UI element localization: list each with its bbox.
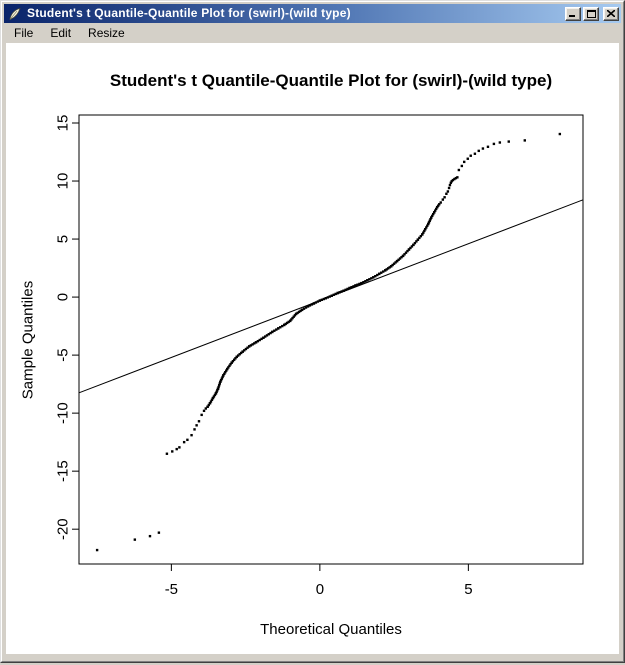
close-icon xyxy=(607,10,615,17)
svg-text:-15: -15 xyxy=(54,460,72,483)
window-frame xyxy=(1,1,624,662)
minimize-button[interactable] xyxy=(565,7,581,21)
maximize-button[interactable] xyxy=(583,7,599,21)
svg-text:5: 5 xyxy=(464,581,473,598)
menu-resize[interactable]: Resize xyxy=(88,25,125,40)
svg-text:0: 0 xyxy=(315,581,325,598)
window-title: Student's t Quantile-Quantile Plot for (swirl)-(wild type) xyxy=(27,6,351,20)
svg-text:10: 10 xyxy=(54,172,72,190)
svg-text:-20: -20 xyxy=(54,518,72,541)
plot-title: Student's t Quantile-Quantile Plot for (swirl)-(wild type) xyxy=(109,71,553,90)
svg-text:5: 5 xyxy=(54,234,72,244)
plot-canvas xyxy=(6,43,619,654)
window-controls xyxy=(565,7,619,21)
svg-text:15: 15 xyxy=(54,114,72,132)
x-axis-label: Theoretical Quantiles xyxy=(260,621,402,638)
menu-file[interactable]: File xyxy=(14,25,34,40)
y-axis-label: Sample Quantiles xyxy=(19,280,37,400)
svg-text:-5: -5 xyxy=(54,348,72,362)
title-bar[interactable] xyxy=(4,4,621,23)
menu-bar xyxy=(4,23,621,42)
svg-text:0: 0 xyxy=(54,292,72,302)
close-button[interactable] xyxy=(603,7,619,21)
menu-edit[interactable]: Edit xyxy=(50,25,72,40)
maximize-icon xyxy=(587,10,596,18)
quill-icon xyxy=(8,7,22,21)
svg-text:-10: -10 xyxy=(54,402,72,424)
minimize-icon xyxy=(569,10,577,17)
svg-text:-5: -5 xyxy=(164,581,179,598)
